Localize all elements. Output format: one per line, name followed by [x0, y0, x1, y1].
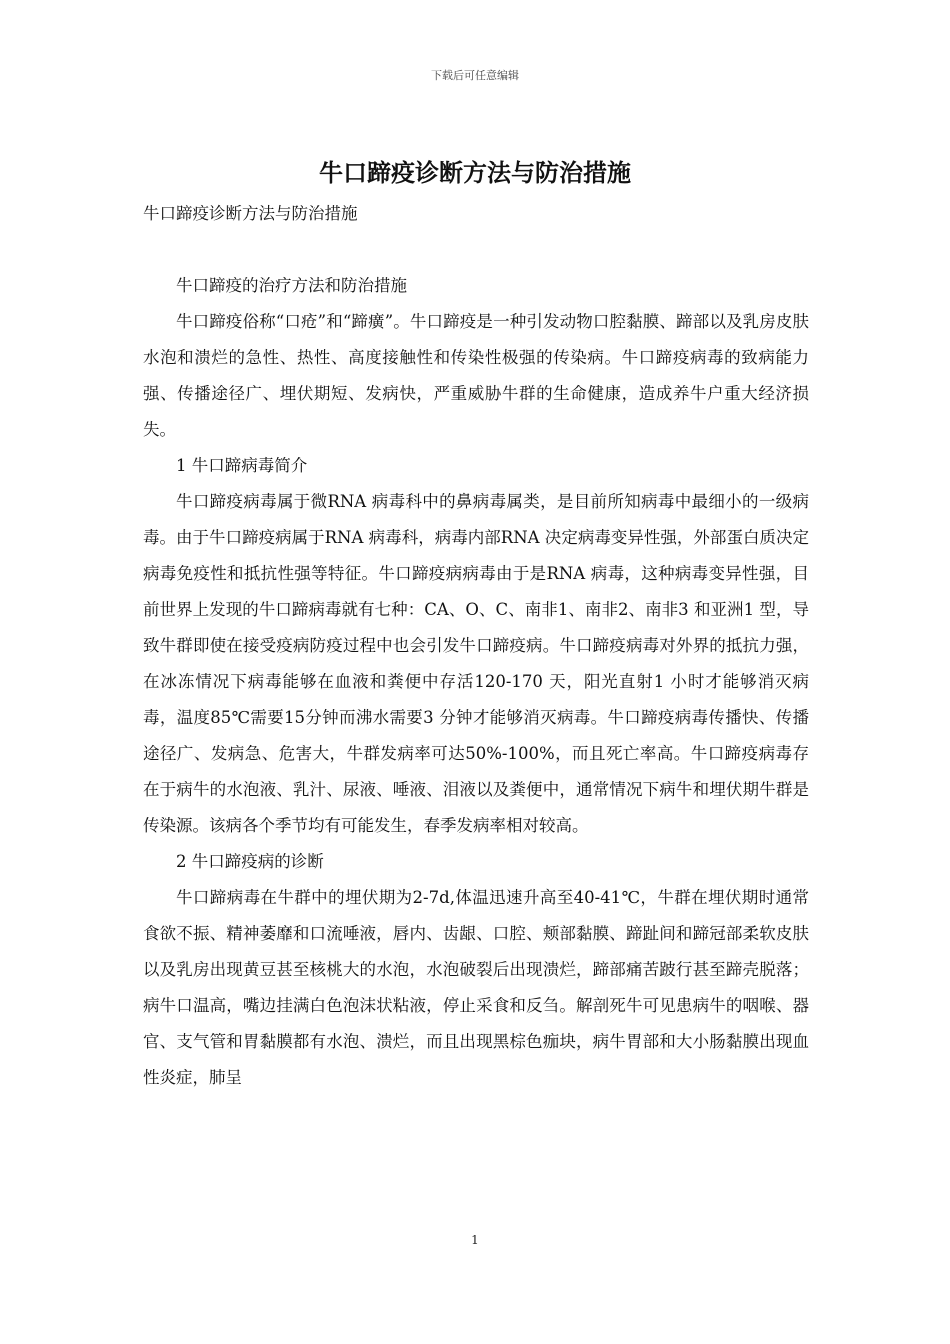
- section-intro-heading: 牛口蹄疫的治疗方法和防治措施: [176, 276, 407, 295]
- page-number: 1: [471, 1233, 479, 1247]
- section-1-heading: 1 牛口蹄病毒简介: [176, 456, 308, 475]
- document-subtitle: 牛口蹄疫诊断方法与防治措施: [143, 204, 358, 223]
- document-body: [143, 196, 809, 1096]
- header-note: 下载后可任意编辑: [431, 69, 519, 82]
- section-2-heading: 2 牛口蹄疫病的诊断: [176, 852, 324, 871]
- document-title: 牛口蹄疫诊断方法与防治措施: [319, 159, 631, 187]
- section-1-paragraph: 牛口蹄疫病毒属于微RNA 病毒科中的鼻病毒属类，是目前所知病毒中最细小的一级病毒。由于牛口蹄疫病属于RNA 病毒科，病毒内部RNA 决定病毒变异性强，外部蛋白质决定病毒免疫性和抵抗性强等特征。牛口蹄疫病病毒由于是RNA 病毒，这种病毒变异性强，目前世界上发现的牛口蹄病毒就有七种：CA、O、C、南非1、南非2、南非3 和亚洲1 型，导致牛群即使在接受疫病防疫过程中也会引发牛口蹄疫病。牛口蹄疫病毒对外界的抵抗力强，在冰冻情况下病毒能够在血液和粪便中存活120-170 天，阳光直射1 小时才能够消灭病毒，温度85℃需要15分钟而沸水需要3 分钟才能够消灭病毒。牛口蹄疫病毒传播快、传播途径广、发病急、危害大，牛群发病率可达50%-100%，而且死亡率高。牛口蹄疫病毒存在于病牛的水泡液、乳汁、尿液、唾液、泪液以及粪便中，通常情况下病牛和埋伏期牛群是传染源。该病各个季节均有可能发生，春季发病率相对较高。: [143, 492, 809, 835]
- blank-line: [143, 232, 809, 268]
- section-2-paragraph: 牛口蹄病毒在牛群中的埋伏期为2-7d,体温迅速升高至40-41℃，牛群在埋伏期时通常食欲不振、精神萎靡和口流唾液，唇内、齿龈、口腔、颊部黏膜、蹄趾间和蹄冠部柔软皮肤以及乳房出现黄豆甚至核桃大的水泡，水泡破裂后出现溃烂，蹄部痛苦跛行甚至蹄壳脱落；病牛口温高，嘴边挂满白色泡沫状粘液，停止采食和反刍。解剖死牛可见患病牛的咽喉、器官、支气管和胃黏膜都有水泡、溃烂，而且出现黑棕色痂块，病牛胃部和大小肠黏膜出现血性炎症，肺呈: [143, 888, 809, 1087]
- intro-paragraph: 牛口蹄疫俗称“口疮”和“蹄癀”。牛口蹄疫是一种引发动物口腔黏膜、蹄部以及乳房皮肤水泡和溃烂的急性、热性、高度接触性和传染性极强的传染病。牛口蹄疫病毒的致病能力强、传播途径广、埋伏期短、发病快，严重威胁牛群的生命健康，造成养牛户重大经济损失。: [143, 312, 809, 439]
